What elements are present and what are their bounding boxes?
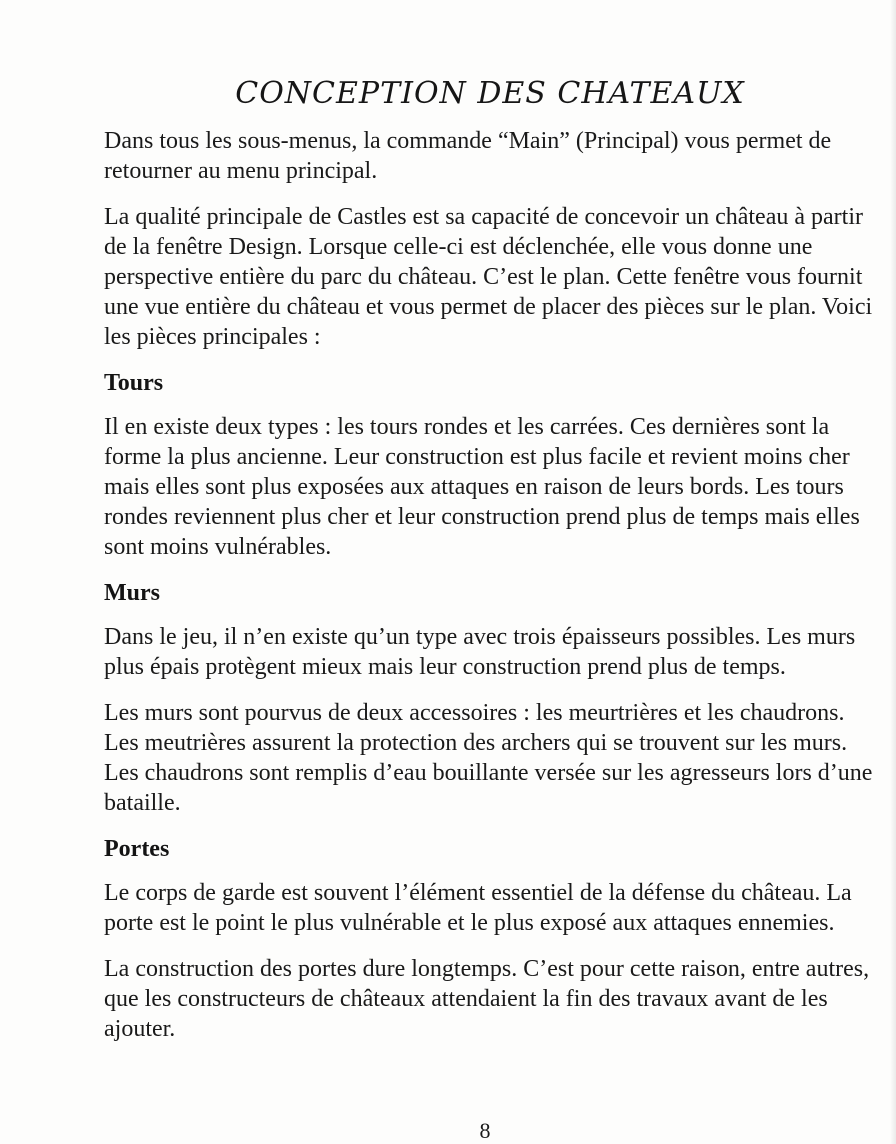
portes-paragraph-2: La construction des portes dure longtemps. C’est pour cette raison, entre autres, que les constructeurs de châteaux attendaient la fin des travaux avant de les ajouter. — [104, 956, 870, 1042]
document-body — [104, 126, 874, 1060]
section-heading-tours: Tours — [104, 370, 164, 396]
intro-paragraph-1: Dans tous les sous-menus, la commande “Main” (Principal) vous permet de retourner au menu principal. — [104, 128, 832, 184]
page-title: CONCEPTION DES CHATEAUX — [235, 76, 745, 111]
page-number: 8 — [479, 1118, 491, 1143]
tours-paragraph-1: Il en existe deux types : les tours rondes et les carrées. Ces dernières sont la forme la plus ancienne. Leur construction est plus facile et revient moins cher mais elles sont plus exposées aux attaques en raison de leurs bords. Les tours rondes reviennent plus cher et leur construction prend plus de temps mais elles sont moins vulnérables. — [104, 414, 860, 560]
murs-paragraph-1: Dans le jeu, il n’en existe qu’un type avec trois épaisseurs possibles. Les murs plus épais protègent mieux mais leur construction prend plus de temps. — [104, 624, 856, 680]
section-heading-portes: Portes — [104, 836, 170, 862]
section-heading-murs: Murs — [104, 580, 160, 606]
murs-paragraph-2: Les murs sont pourvus de deux accessoires : les meurtrières et les chaudrons. Les meutrières assurent la protection des archers qui se trouvent sur les murs. Les chaudrons sont remplis d’eau bouillante versée sur les agresseurs lors d’une bataille. — [104, 700, 873, 816]
page-edge-shadow — [890, 0, 896, 1144]
intro-paragraph-2: La qualité principale de Castles est sa capacité de concevoir un château à partir de la fenêtre Design. Lorsque celle-ci est déclenchée, elle vous donne une perspective entière du parc du château. C’est le plan. Cette fenêtre vous fournit une vue entière du château et vous permet de placer des pièces sur le plan. Voici les pièces principales : — [104, 204, 873, 350]
portes-paragraph-1: Le corps de garde est souvent l’élément essentiel de la défense du château. La porte est le point le plus vulnérable et le plus exposé aux attaques ennemies. — [104, 880, 852, 936]
